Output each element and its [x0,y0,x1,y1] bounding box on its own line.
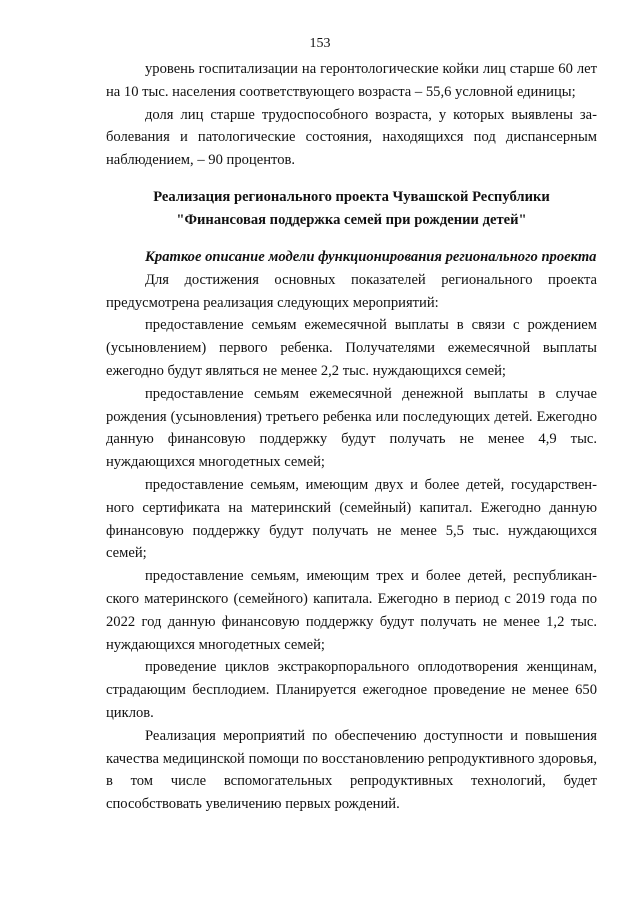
paragraph-first-child-payment: предоставление семьям ежемесячной выплаты в связи с рождением (усыновлением) первого ребенка. Получателями ежемесячной выплаты ежегодно будут являться не менее 2,2 тыс. нуждающихся семей; [106,317,597,379]
document-body [106,58,597,816]
subsection-heading: Краткое описание модели функционирования регионального проекта [145,248,597,265]
paragraph-federal-maternity-capital: предоставление семьям, имеющим двух и более детей, государственного сертификата на материнский (семейный) капитал. Ежегодно данную финансовую поддержку будут получать не менее 5,5 тыс. нуждающихся семей; [106,476,597,562]
section-heading-line-2: "Финансовая поддержка семей при рождении детей" [176,211,527,228]
paragraph-republican-maternity-capital: предоставление семьям, имеющим трех и более детей, республиканского материнского (семейного) капитала. Ежегодно в период с 2019 года по 2022 год данную финансовую поддержку будут получать не менее 1,2 тыс. нуждающихся многодетных семей; [106,568,597,653]
paragraph-reproductive-health: Реализация мероприятий по обеспечению доступности и повышения качества медицинской помощи по восстановлению репродуктивного здоровья, в том числе вспомогательных репродуктивных технологий, будет способствовать увеличению первых рождений. [106,727,597,813]
section-heading-line-1: Реализация регионального проекта Чувашской Республики [153,188,550,205]
paragraph-ivf-cycles: проведение циклов экстракорпорального оплодотворения женщинам, страдающим бесплодием. Планируется ежегодное проведение не менее 650 циклов. [106,659,597,721]
paragraph-measures-intro: Для достижения основных показателей регионального проекта предусмотрена реализация следующих мероприятий: [106,271,597,311]
page-number: 153 [309,36,331,51]
paragraph-hospitalization-level: уровень госпитализации на геронтологические койки лиц старше 60 лет на 10 тыс. населения соответствующего возраста – 55,6 условной единицы; [106,61,597,100]
section-heading [106,186,597,232]
paragraph-elderly-monitoring: доля лиц старше трудоспособного возраста, у которых выявлены заболевания и патологические состояния, находящихся под диспансерным наблюдением, – 90 процентов. [106,106,597,169]
paragraph-third-child-payment: предоставление семьям ежемесячной денежной выплаты в случае рождения (усыновления) третьего ребенка или последующих детей. Ежегодно данную финансовую поддержку будут получать не менее 4,9 тыс. нуждающихся многодетных семей; [106,385,597,471]
